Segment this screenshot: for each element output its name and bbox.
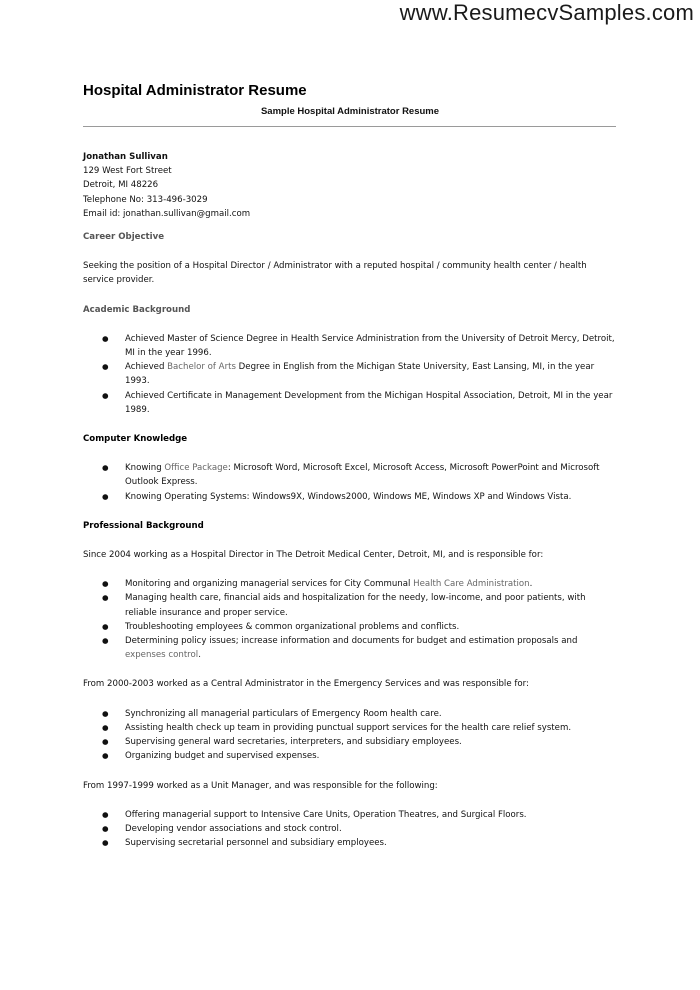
list-item: ● Managing health care, financial aids and hospitalization for the needy, low-income, and poor patients, with reliable insurance and proper service. xyxy=(83,591,618,619)
contact-city: Detroit, MI 48226 xyxy=(83,180,159,191)
health-care-administration-link[interactable]: Health Care Administration xyxy=(413,579,530,590)
heading-academic-background: Academic Background xyxy=(83,304,191,315)
bachelor-of-arts-link[interactable]: Bachelor of Arts xyxy=(167,362,236,373)
computer-list xyxy=(83,461,618,504)
document-title: Hospital Administrator Resume xyxy=(83,82,307,99)
job3-list xyxy=(83,808,618,851)
list-item: ● Developing vendor associations and stock control. xyxy=(83,822,618,836)
list-item: ● Synchronizing all managerial particulars of Emergency Room health care. xyxy=(83,707,618,721)
expenses-control-link[interactable]: expenses control xyxy=(125,650,199,661)
list-item: ● Knowing Office Package: Microsoft Word, Microsoft Excel, Microsoft Access, Microsoft PowerPoint and Microsoft Outlook Express. xyxy=(83,461,618,489)
resume-body xyxy=(83,150,618,850)
job1-list xyxy=(83,577,618,662)
contact-street: 129 West Fort Street xyxy=(83,166,172,177)
list-item: ● Offering managerial support to Intensive Care Units, Operation Theatres, and Surgical Floors. xyxy=(83,808,618,822)
academic-list xyxy=(83,332,618,417)
objective-text: Seeking the position of a Hospital Director / Administrator with a reputed hospital / community health center / health service provider. xyxy=(83,261,587,286)
contact-email: Email id: jonathan.sullivan@gmail.com xyxy=(83,208,251,219)
site-watermark: www.ResumecvSamples.com xyxy=(399,0,694,25)
job2-list xyxy=(83,707,618,764)
list-item: ● Monitoring and organizing managerial services for City Communal Health Care Administration. xyxy=(83,577,618,591)
list-item: ● Knowing Operating Systems: Windows9X, Windows2000, Windows ME, Windows XP and Windows Vista. xyxy=(83,490,618,504)
heading-computer-knowledge: Computer Knowledge xyxy=(83,434,188,445)
list-item: ● Achieved Master of Science Degree in Health Service Administration from the University of Detroit Mercy, Detroit, MI in the year 1996. xyxy=(83,332,618,360)
heading-career-objective: Career Objective xyxy=(83,232,165,243)
document-subtitle: Sample Hospital Administrator Resume xyxy=(260,106,440,117)
list-item: ● Supervising general ward secretaries, interpreters, and subsidiary employees. xyxy=(83,735,618,749)
list-item: ● Organizing budget and supervised expenses. xyxy=(83,749,618,763)
list-item: ● Supervising secretarial personnel and subsidiary employees. xyxy=(83,836,618,850)
list-item: ● Determining policy issues; increase information and documents for budget and estimation proposals and expenses control. xyxy=(83,634,618,662)
job1-intro: Since 2004 working as a Hospital Director in The Detroit Medical Center, Detroit, MI, and is responsible for: xyxy=(83,550,544,561)
job2-intro: From 2000-2003 worked as a Central Administrator in the Emergency Services and was responsible for: xyxy=(83,679,529,690)
office-package-link[interactable]: Office Package xyxy=(164,463,228,474)
list-item: ● Assisting health check up team in providing punctual support services for the health care relief system. xyxy=(83,721,618,735)
heading-professional-background: Professional Background xyxy=(83,520,204,531)
header-divider xyxy=(83,126,616,127)
contact-name: Jonathan Sullivan xyxy=(83,152,168,162)
contact-phone: Telephone No: 313-496-3029 xyxy=(83,194,208,205)
job3-intro: From 1997-1999 worked as a Unit Manager, and was responsible for the following: xyxy=(83,780,438,791)
list-item: ● Troubleshooting employees & common organizational problems and conflicts. xyxy=(83,620,618,634)
list-item: ● Achieved Certificate in Management Development from the Michigan Hospital Association, Detroit, MI in the year 1989. xyxy=(83,389,618,417)
list-item: ● Achieved Bachelor of Arts Degree in English from the Michigan State University, East Lansing, MI, in the year 1993. xyxy=(83,360,618,388)
